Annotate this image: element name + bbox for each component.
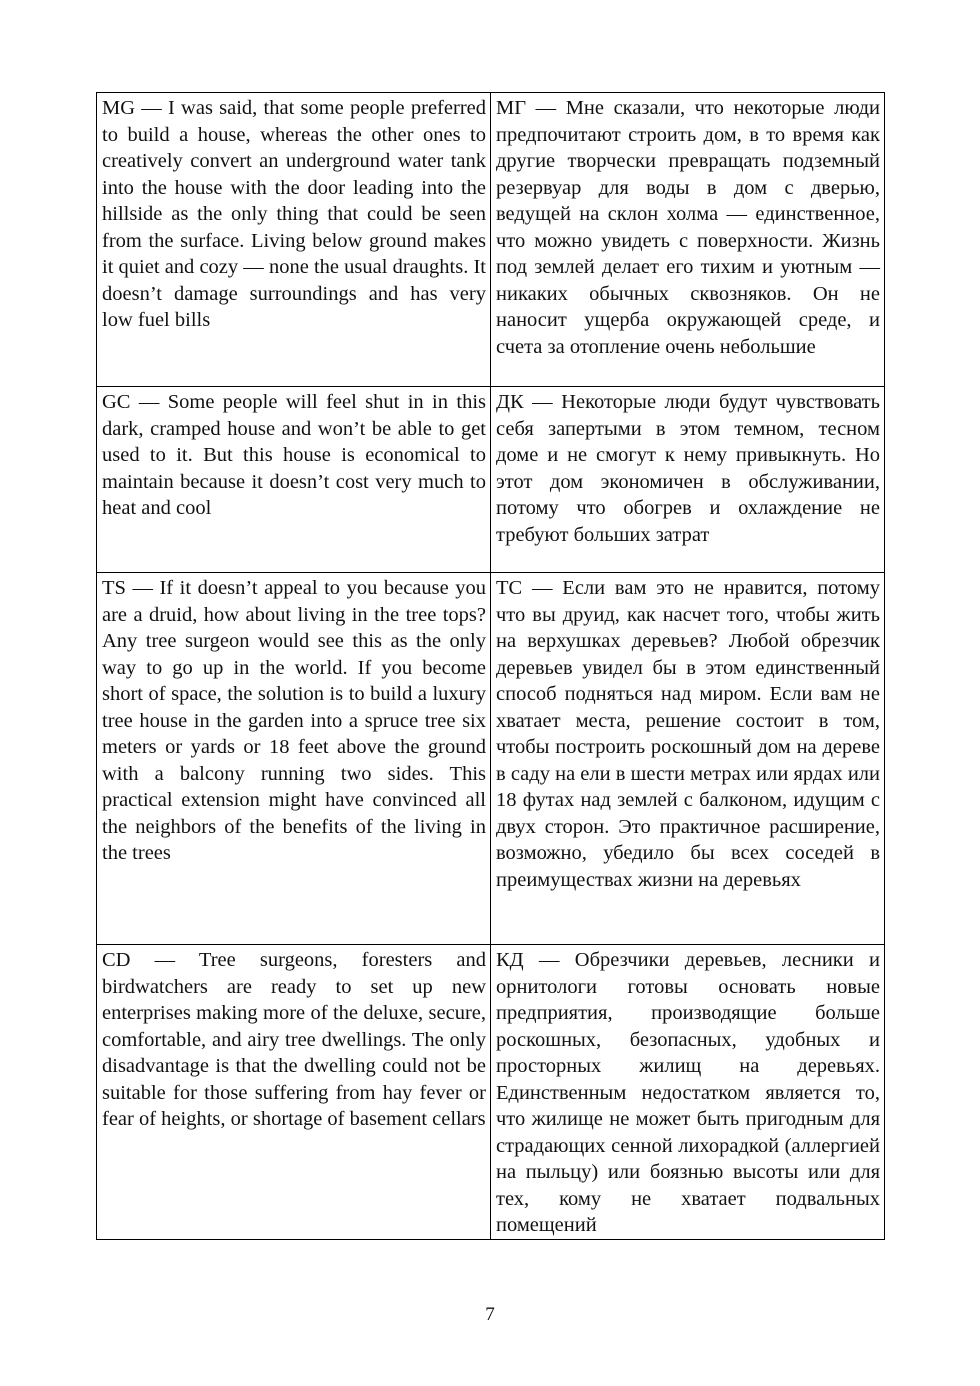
russian-cell: КД — Обрезчики деревьев, лесники и орнитологи готовы основать новые предприятия, производящие больше роскошных, безопасных, удобных и просторных жилищ на деревьях. Единственным недостатком является то, что жилище не может быть пригодным для страдающих сенной лихорадкой (аллергией на пыльцу) или боязнью высоты или для тех, кому не хватает подвальных помещений (491, 945, 885, 1240)
table-row (97, 387, 885, 573)
table-row (97, 93, 885, 387)
english-cell: TS — If it doesn’t appeal to you because you are a druid, how about living in the tree tops? Any tree surgeon would see this as the only way to go up in the world. If you become short of space, the solution is to build a luxury tree house in the garden into a spruce tree six meters or yards or 18 feet above the ground with a balcony running two sides. This practical extension might have convinced all the neighbors of the benefits of the living in the trees (97, 573, 491, 945)
russian-cell: ДК — Некоторые люди будут чувствовать себя запертыми в этом темном, тесном доме и не смогут к нему привыкнуть. Но этот дом экономичен в обслуживании, потому что обогрев и охлаждение не требуют больших затрат (491, 387, 885, 573)
page-number: 7 (485, 1304, 495, 1325)
russian-cell: МГ — Мне сказали, что некоторые люди предпочитают строить дом, в то время как другие творчески превращать подземный резервуар для воды в дом с дверью, ведущей на склон холма — единственное, что можно увидеть с поверхности. Жизнь под землей делает его тихим и уютным — никаких обычных сквозняков. Он не наносит ущерба окружающей среде, и счета за отопление очень небольшие (491, 93, 885, 387)
table-row (97, 573, 885, 945)
english-cell: GC — Some people will feel shut in in this dark, cramped house and won’t be able to get used to it. But this house is economical to maintain because it doesn’t cost very much to heat and cool (97, 387, 491, 573)
english-cell: MG — I was said, that some people preferred to build a house, whereas the other ones to creatively convert an underground water tank into the house with the door leading into the hillside as the only thing that could be seen from the surface. Living below ground makes it quiet and cozy — none the usual draughts. It doesn’t damage surroundings and has very low fuel bills (97, 93, 491, 387)
english-cell: CD — Tree surgeons, foresters and birdwatchers are ready to set up new enterprises making more of the deluxe, secure, comfortable, and airy tree dwellings. The only disadvantage is that the dwelling could not be suitable for those suffering from hay fever or fear of heights, or shortage of basement cellars (97, 945, 491, 1240)
russian-cell: ТС — Если вам это не нравится, потому что вы друид, как насчет того, чтобы жить на верхушках деревьев? Любой обрезчик деревьев увидел бы в этом единственный способ подняться над миром. Если вам не хватает места, решение состоит в том, чтобы построить роскошный дом на дереве в саду на ели в шести метрах или ярдах или 18 футах над землей с балконом, идущим с двух сторон. Это практичное расширение, возможно, убедило бы всех соседей в преимуществах жизни на деревьях (491, 573, 885, 945)
bilingual-table (96, 92, 885, 1240)
table-row (97, 945, 885, 1240)
